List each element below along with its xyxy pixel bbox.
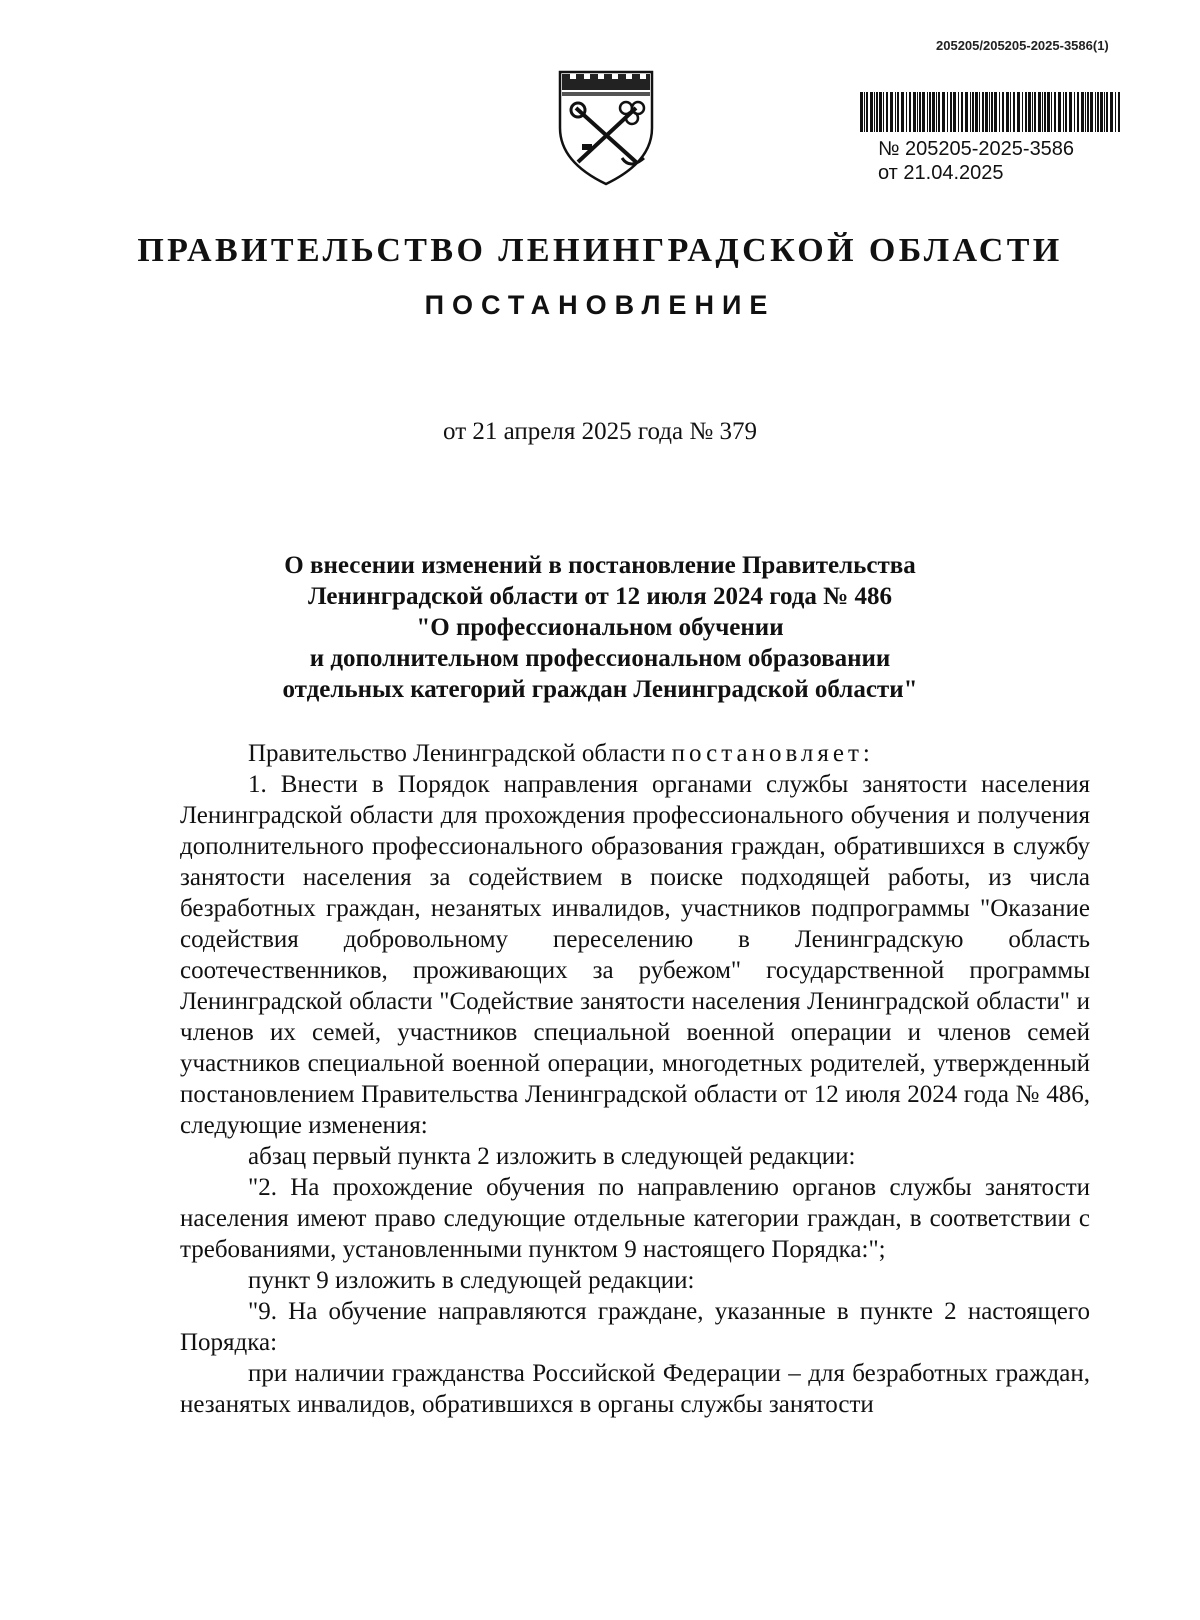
barcode-bar (913, 92, 916, 132)
barcode-bar (1090, 92, 1093, 132)
barcode-bar (1006, 92, 1009, 132)
barcode-bar (883, 92, 884, 132)
subject-line: "О профессиональном обучении (416, 614, 784, 641)
barcode-bar (1065, 92, 1067, 132)
barcode-bar (979, 92, 980, 132)
barcode-bar (1104, 92, 1105, 132)
barcode-bar (1002, 92, 1004, 132)
barcode-bar (1058, 92, 1061, 132)
barcode-bar (917, 92, 918, 132)
barcode-bar (999, 92, 1000, 132)
barcode-bar (866, 92, 868, 132)
barcode-bar (1034, 92, 1036, 132)
subject-line: Ленинградской области от 12 июля 2024 года № 486 (307, 583, 893, 610)
barcode-bar (932, 92, 935, 132)
barcode-bar (970, 92, 971, 132)
intro-decree-word: постановляет: (671, 740, 874, 767)
registration-number: № 205205-2025-3586 (878, 138, 1075, 160)
barcode-bar (874, 92, 875, 132)
barcode-bar (1118, 92, 1120, 132)
barcode-bar (936, 92, 937, 132)
barcode-bar (906, 92, 907, 132)
barcode-bar (1042, 92, 1043, 132)
barcode-bar (1095, 92, 1096, 132)
barcode-bar (1081, 92, 1084, 132)
barcode-bar (1028, 92, 1031, 132)
barcode-bar (1106, 92, 1108, 132)
barcode-bar (909, 92, 911, 132)
barcode-bar (991, 92, 993, 132)
barcode-bar (1025, 92, 1027, 132)
subject-line: О внесении изменений в постановление Правительства (284, 552, 916, 579)
barcode-bar (1051, 92, 1052, 132)
barcode-bar (950, 92, 952, 132)
body-paragraph: "2. На прохождение обучения по направлению органов службы занятости населения имеют право следующие отдельные категории граждан, в соответствии с требованиями, установленными пунктом 9 настоящего Порядка:"; (180, 1174, 1090, 1263)
barcode-bar (1063, 92, 1064, 132)
barcode-bar (994, 92, 997, 132)
barcode-bar (919, 92, 921, 132)
barcode-bar (1013, 92, 1015, 132)
barcode-bar (1022, 92, 1023, 132)
barcode-bar (876, 92, 878, 132)
body-paragraph: 1. Внести в Порядок направления органами службы занятости населения Ленинградской области для прохождения профессионального обучения и получения дополнительного профессионального образования граждан, обратившихся в службу занятости населения за содействием в поиске подходящей работы, из числа безработных граждан, незанятых инвалидов, участников подпрограммы "Оказание содействия добровольному переселению в Ленинградскую область соотечественников, проживающих за рубежом" государственной программы Ленинградской области "Содействие занятости населения Ленинградской области" и членов их семей, участников специальной военной операции и членов семей участников специальной военной операции, многодетных родителей, утвержденный постановлением Правительства Ленинградской области от 12 июля 2024 года № 486, следующие изменения: (180, 771, 1090, 1139)
barcode (860, 92, 1122, 132)
barcode-bar (901, 92, 904, 132)
document-code: 205205/205205-2025-3586(1) (936, 38, 1109, 53)
barcode-bar (942, 92, 945, 132)
barcode-bar (989, 92, 990, 132)
coat-of-arms-icon (552, 58, 660, 188)
barcode-bar (1077, 92, 1079, 132)
barcode-bar (961, 92, 963, 132)
barcode-bar (879, 92, 882, 132)
barcode-bar (953, 92, 956, 132)
barcode-bar (1032, 92, 1033, 132)
barcode-bar (982, 92, 984, 132)
subject-line: отдельных категорий граждан Ленинградской области" (282, 676, 918, 703)
barcode-bar (975, 92, 978, 132)
barcode-bar (965, 92, 968, 132)
barcode-bar (1044, 92, 1046, 132)
barcode-bar (958, 92, 959, 132)
registration-date: от 21.04.2025 (878, 162, 1004, 184)
document-date-number: от 21 апреля 2025 года № 379 (443, 418, 757, 445)
barcode-bar (1085, 92, 1086, 132)
barcode-bar (938, 92, 940, 132)
barcode-bar (1017, 92, 1020, 132)
barcode-bar (895, 92, 896, 132)
document-subject (180, 550, 1020, 705)
subject-line: и дополнительном профессиональном образовании (309, 645, 891, 672)
barcode-bar (860, 92, 863, 132)
barcode-bar (922, 92, 925, 132)
barcode-bar (886, 92, 888, 132)
body-paragraph: "9. На обучение направляются граждане, указанные в пункте 2 настоящего Порядка: (180, 1298, 1090, 1356)
barcode-bar (864, 92, 865, 132)
barcode-bar (1074, 92, 1075, 132)
body-intro (180, 738, 1090, 769)
barcode-bar (972, 92, 974, 132)
barcode-bar (870, 92, 873, 132)
barcode-bar (947, 92, 948, 132)
barcode-bar (927, 92, 928, 132)
document-body (180, 738, 1090, 1420)
barcode-bar (897, 92, 899, 132)
barcode-bar (1110, 92, 1113, 132)
barcode-bar (1115, 92, 1116, 132)
barcode-bar (1010, 92, 1011, 132)
barcode-bar (1100, 92, 1103, 132)
barcode-bar (1047, 92, 1050, 132)
barcode-bar (1087, 92, 1089, 132)
government-title: ПРАВИТЕЛЬСТВО ЛЕНИНГРАДСКОЙ ОБЛАСТИ (137, 232, 1063, 269)
document-type: ПОСТАНОВЛЕНИЕ (424, 290, 776, 320)
barcode-bar (1038, 92, 1041, 132)
body-paragraph: абзац первый пункта 2 изложить в следующей редакции: (248, 1143, 856, 1170)
barcode-bar (929, 92, 931, 132)
barcode-bar (1054, 92, 1056, 132)
barcode-bar (1097, 92, 1099, 132)
barcode-bar (890, 92, 893, 132)
barcode-bar (985, 92, 988, 132)
body-paragraph: при наличии гражданства Российской Федерации – для безработных граждан, незанятых инвалидов, обратившихся в органы службы занятости (180, 1360, 1090, 1418)
intro-text: Правительство Ленинградской области (248, 740, 672, 767)
body-paragraph: пункт 9 изложить в следующей редакции: (248, 1267, 695, 1294)
barcode-bar (1069, 92, 1072, 132)
